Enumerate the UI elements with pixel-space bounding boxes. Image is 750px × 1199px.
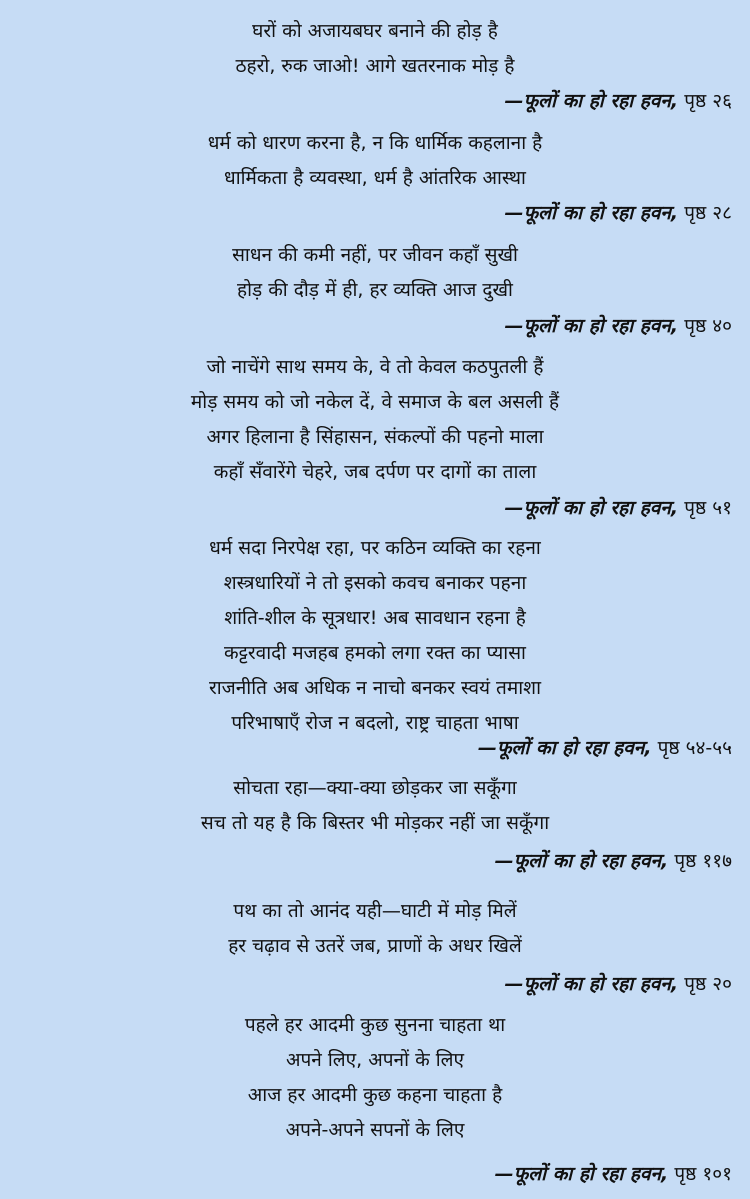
quote-block bbox=[0, 350, 750, 490]
book-title: —फूलों का हो रहा हवन, bbox=[494, 850, 669, 872]
verse-line: शस्त्रधारियों ने तो इसको कवच बनाकर पहना bbox=[223, 572, 527, 594]
citation bbox=[505, 493, 732, 523]
citation bbox=[495, 1159, 732, 1189]
verse-line: अगर हिलाना है सिंहासन, संकल्पों की पहनो माला bbox=[206, 426, 544, 448]
verse-line: अपने-अपने सपनों के लिए bbox=[285, 1119, 465, 1141]
page-reference: पृष्ठ २६ bbox=[684, 90, 732, 112]
book-title: —फूलों का हो रहा हवन, bbox=[494, 1163, 669, 1185]
page-reference: पृष्ठ १०१ bbox=[674, 1163, 732, 1185]
book-title: —फूलों का हो रहा हवन, bbox=[504, 202, 679, 224]
verse-line: हर चढ़ाव से उतरें जब, प्राणों के अधर खिलें bbox=[228, 935, 522, 957]
book-title: —फूलों का हो रहा हवन, bbox=[504, 973, 679, 995]
verse-line: घरों को अजायबघर बनाने की होड़ है bbox=[252, 20, 498, 42]
verse-line: होड़ की दौड़ में ही, हर व्यक्ति आज दुखी bbox=[237, 279, 513, 301]
quote-block bbox=[0, 1008, 750, 1148]
quote-block bbox=[0, 771, 750, 841]
verse-line: अपने लिए, अपनों के लिए bbox=[285, 1049, 465, 1071]
quote-block bbox=[0, 14, 750, 84]
verse-line: परिभाषाएँ रोज न बदलो, राष्ट्र चाहता भाषा bbox=[231, 712, 519, 734]
verse-line: सोचता रहा—क्या-क्या छोड़कर जा सकूँगा bbox=[233, 777, 517, 799]
citation bbox=[505, 198, 732, 228]
quote-block bbox=[0, 126, 750, 196]
book-title: —फूलों का हो रहा हवन, bbox=[504, 315, 679, 337]
citation bbox=[505, 969, 732, 999]
quote-block bbox=[0, 238, 750, 308]
verse-line: धार्मिकता है व्यवस्था, धर्म है आंतरिक आस्था bbox=[224, 167, 526, 189]
citation bbox=[505, 311, 732, 341]
quote-block bbox=[0, 894, 750, 964]
page-reference: पृष्ठ ११७ bbox=[674, 850, 732, 872]
book-title: —फूलों का हो रहा हवन, bbox=[504, 90, 679, 112]
book-title: —फूलों का हो रहा हवन, bbox=[477, 737, 652, 759]
page-reference: पृष्ठ ५४-५५ bbox=[657, 737, 732, 759]
citation bbox=[495, 846, 732, 876]
verse-line: राजनीति अब अधिक न नाचो बनकर स्वयं तमाशा bbox=[208, 677, 542, 699]
verse-line: मोड़ समय को जो नकेल दें, वे समाज के बल असली हैं bbox=[190, 391, 560, 413]
verse-line: शांति-शील के सूत्रधार! अब सावधान रहना है bbox=[224, 607, 526, 629]
page-reference: पृष्ठ २० bbox=[684, 973, 732, 995]
verse-line: आज हर आदमी कुछ कहना चाहता है bbox=[247, 1084, 503, 1106]
verse-line: ठहरो, रुक जाओ! आगे खतरनाक मोड़ है bbox=[235, 55, 515, 77]
page-reference: पृष्ठ २८ bbox=[684, 202, 732, 224]
quote-block bbox=[0, 531, 750, 741]
citation bbox=[505, 86, 732, 116]
verse-line: धर्म को धारण करना है, न कि धार्मिक कहलाना है bbox=[207, 132, 543, 154]
verse-line: साधन की कमी नहीं, पर जीवन कहाँ सुखी bbox=[232, 244, 518, 266]
verse-line: कहाँ सँवारेंगे चेहरे, जब दर्पण पर दागों का ताला bbox=[213, 461, 537, 483]
verse-line: कट्टरवादी मजहब हमको लगा रक्त का प्यासा bbox=[224, 642, 526, 664]
verse-line: धर्म सदा निरपेक्ष रहा, पर कठिन व्यक्ति का रहना bbox=[209, 537, 541, 559]
verse-line: पहले हर आदमी कुछ सुनना चाहता था bbox=[244, 1014, 506, 1036]
book-title: —फूलों का हो रहा हवन, bbox=[504, 497, 679, 519]
page-reference: पृष्ठ ४० bbox=[684, 315, 732, 337]
page-reference: पृष्ठ ५१ bbox=[684, 497, 732, 519]
verse-line: पथ का तो आनंद यही—घाटी में मोड़ मिलें bbox=[233, 900, 517, 922]
citation bbox=[478, 733, 732, 763]
verse-line: सच तो यह है कि बिस्तर भी मोड़कर नहीं जा सकूँगा bbox=[200, 812, 550, 834]
verse-line: जो नाचेंगे साथ समय के, वे तो केवल कठपुतली हैं bbox=[206, 356, 544, 378]
